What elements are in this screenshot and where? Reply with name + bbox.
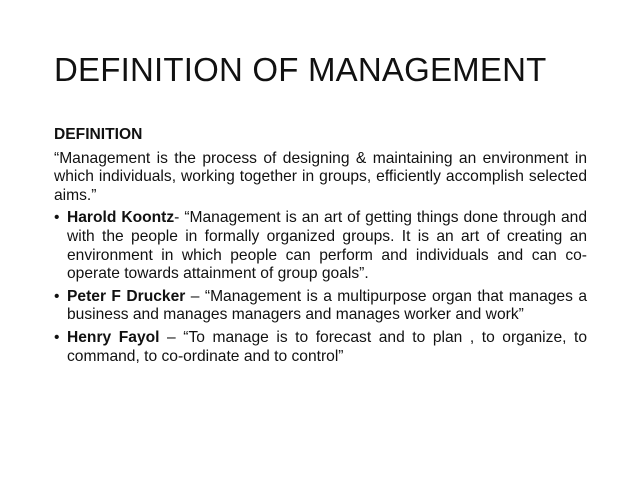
bullet-text: – “Management is a multipurpose organ that manages a business and manages managers and manages worker and work”	[67, 287, 588, 324]
bullet-list	[54, 209, 587, 366]
author-name: Harold Koontz	[67, 209, 175, 227]
definition-paragraph: “Management is the process of designing & maintaining an environment in which individuals, working together in groups, efficiently accomplish selected aims.”	[54, 149, 587, 204]
bullet-item-koontz	[54, 209, 587, 283]
slide-content	[54, 126, 587, 370]
bullet-text: - “Management is an art of getting things done through and with the people in formally organized groups. It is an art of creating an environment in which people can perform and individuals and can co-operate towards attainment of group goals”.	[67, 209, 587, 283]
author-name: Peter F Drucker	[67, 287, 186, 305]
bullet-text: – “To manage is to forecast and to plan , to organize, to command, to co-ordinate and to control”	[67, 328, 587, 365]
author-name: Henry Fayol	[67, 328, 160, 346]
bullet-marker: •	[54, 287, 60, 305]
bullet-item-fayol	[54, 329, 587, 366]
bullet-marker: •	[54, 328, 60, 346]
definition-heading: DEFINITION	[54, 126, 143, 143]
bullet-marker: •	[54, 209, 60, 227]
slide-title: DEFINITION OF MANAGEMENT	[54, 51, 547, 88]
bullet-item-drucker	[54, 288, 587, 325]
